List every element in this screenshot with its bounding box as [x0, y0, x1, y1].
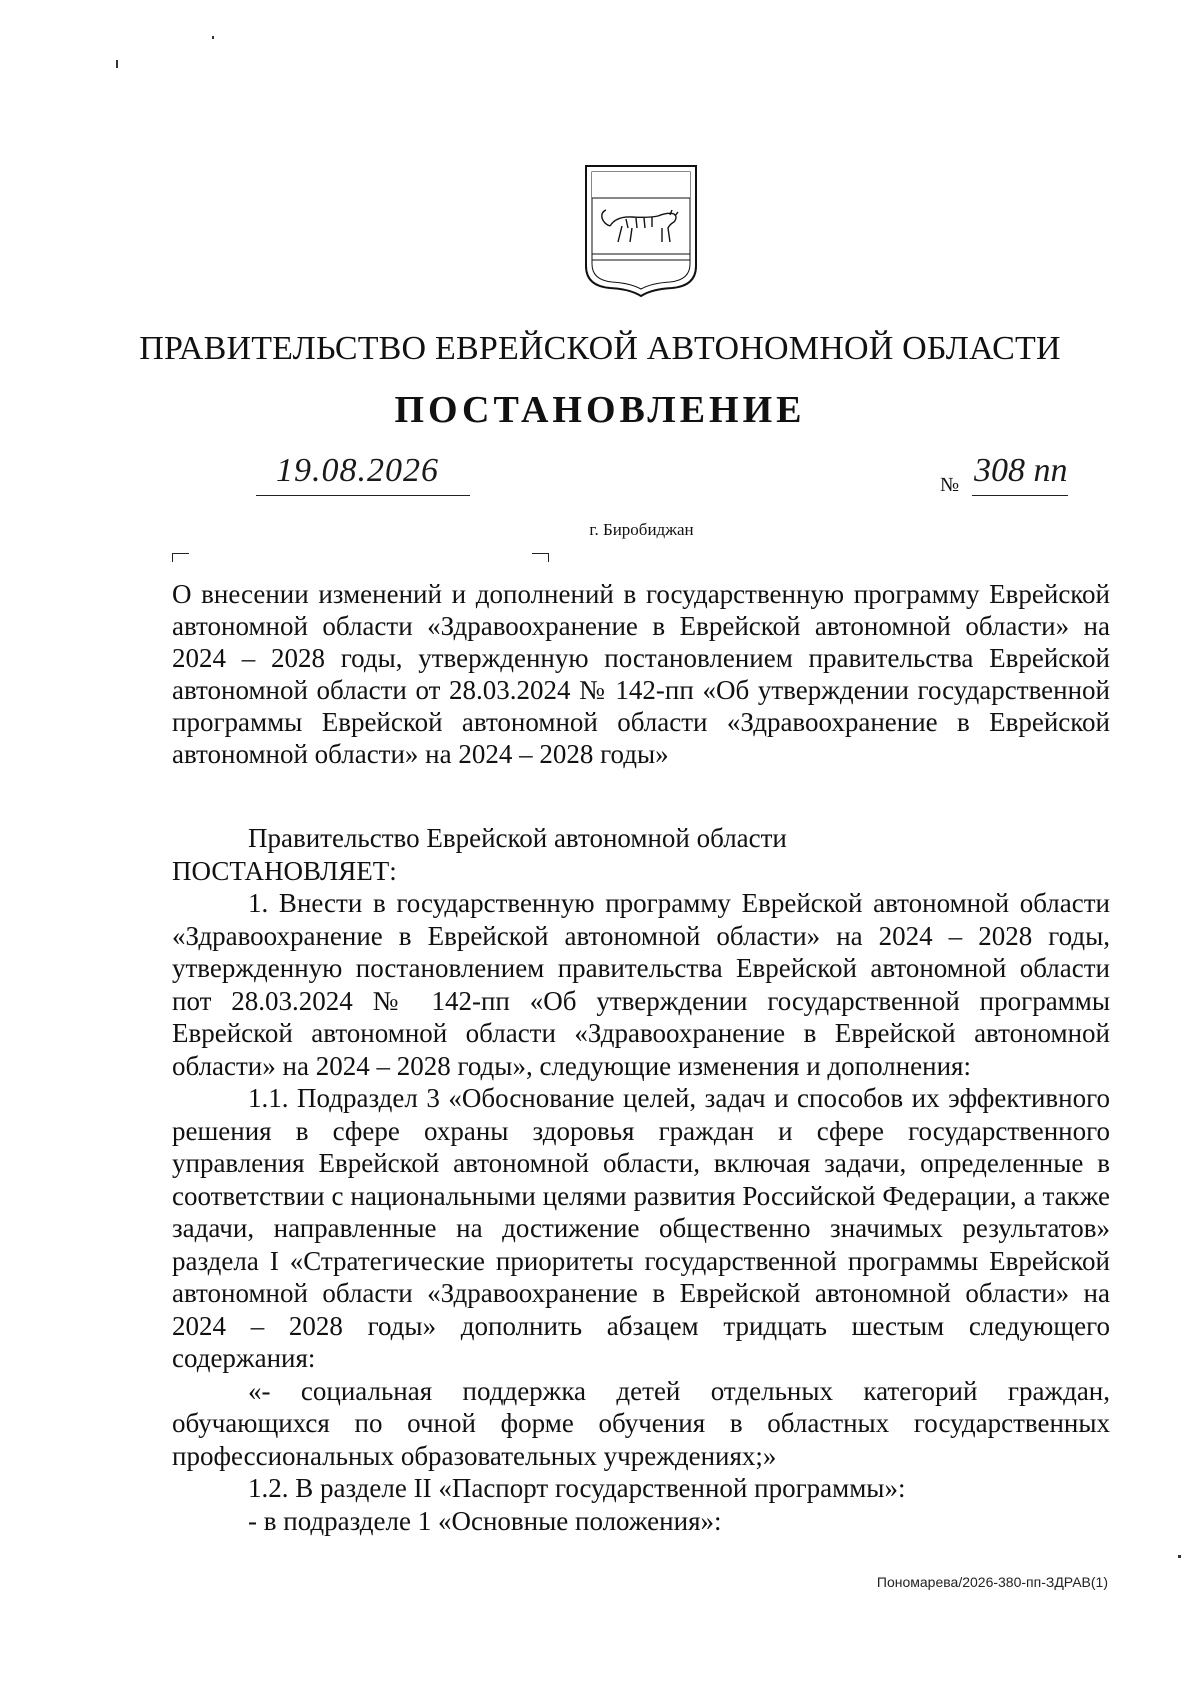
- date-underline: [256, 495, 470, 496]
- coat-of-arms-tiger-icon: [582, 162, 700, 298]
- document-body: [172, 822, 1110, 1537]
- preamble-government: Правительство Еврейской автономной области: [248, 823, 787, 853]
- document-subject: О внесении изменений и дополнений в государственную программу Еврейской автономной области «Здравоохранение в Еврейской автономной области» на 2024 – 2028 годы, утвержденную постановлением правительства Еврейской автономной области от 28.03.2024 № 142-пп «Об утверждении государственной программы Еврейской автономной области «Здравоохранение в Еврейской автономной области» на 2024 – 2028 годы»: [172, 579, 1110, 769]
- paragraph-item-1: 1. Внести в государственную программу Еврейской автономной области «Здравоохранение в Еврейской автономной области» на 2024 – 2028 годы, утвержденную постановлением правительства Еврейской автономной области пот 28.03.2024 № 142-пп «Об утверждении государственной программы Еврейской автономной области «Здравоохранение в Еврейской автономной области» на 2024 – 2028 годы», следующие изменения и дополнения:: [172, 888, 1110, 1081]
- scan-speck: [212, 36, 214, 39]
- document-type: ПОСТАНОВЛЕНИЕ: [394, 389, 806, 431]
- preamble-decrees: ПОСТАНОВЛЯЕТ:: [172, 855, 397, 886]
- subject-bracket-left: [172, 553, 189, 562]
- handwritten-number: 308 пп: [974, 452, 1068, 489]
- number-underline: [972, 495, 1068, 496]
- city: г. Биробиджан: [589, 520, 694, 539]
- paragraph-item-1-1: 1.1. Подраздел 3 «Обоснование целей, задач и способов их эффективного решения в сфере охраны здоровья граждан и сфере государственного управления Еврейской автономной области, включая задачи, определенные в соответствии с национальными целями развития Российской Федерации, а также задачи, направленные на достижение общественно значимых результатов» раздела I «Стратегические приоритеты государственной программы Еврейской автономной области «Здравоохранение в Еврейской автономной области» на 2024 – 2028 годы» дополнить абзацем тридцать шестым следующего содержания:: [172, 1083, 1110, 1373]
- paragraph-quote: «- социальная поддержка детей отдельных категорий граждан, обучающихся по очной форме обучения в областных государственных профессиональных образовательных учреждениях;»: [172, 1375, 1110, 1471]
- handwritten-date: 19.08.2026: [276, 452, 439, 489]
- scan-speck: [116, 60, 118, 68]
- scan-speck: [1178, 1555, 1181, 1558]
- organization-title: ПРАВИТЕЛЬСТВО ЕВРЕЙСКОЙ АВТОНОМНОЙ ОБЛАСТИ: [139, 330, 1061, 367]
- paragraph-item-1-2: 1.2. В разделе II «Паспорт государственной программы»:: [248, 1473, 906, 1503]
- paragraph-item-1-2-sub: - в подразделе 1 «Основные положения»:: [248, 1505, 722, 1536]
- number-sign: №: [940, 474, 960, 496]
- footer-reference: Пономарева/2026-380-пп-ЗДРАВ(1): [876, 1574, 1108, 1590]
- subject-bracket-right: [532, 553, 549, 562]
